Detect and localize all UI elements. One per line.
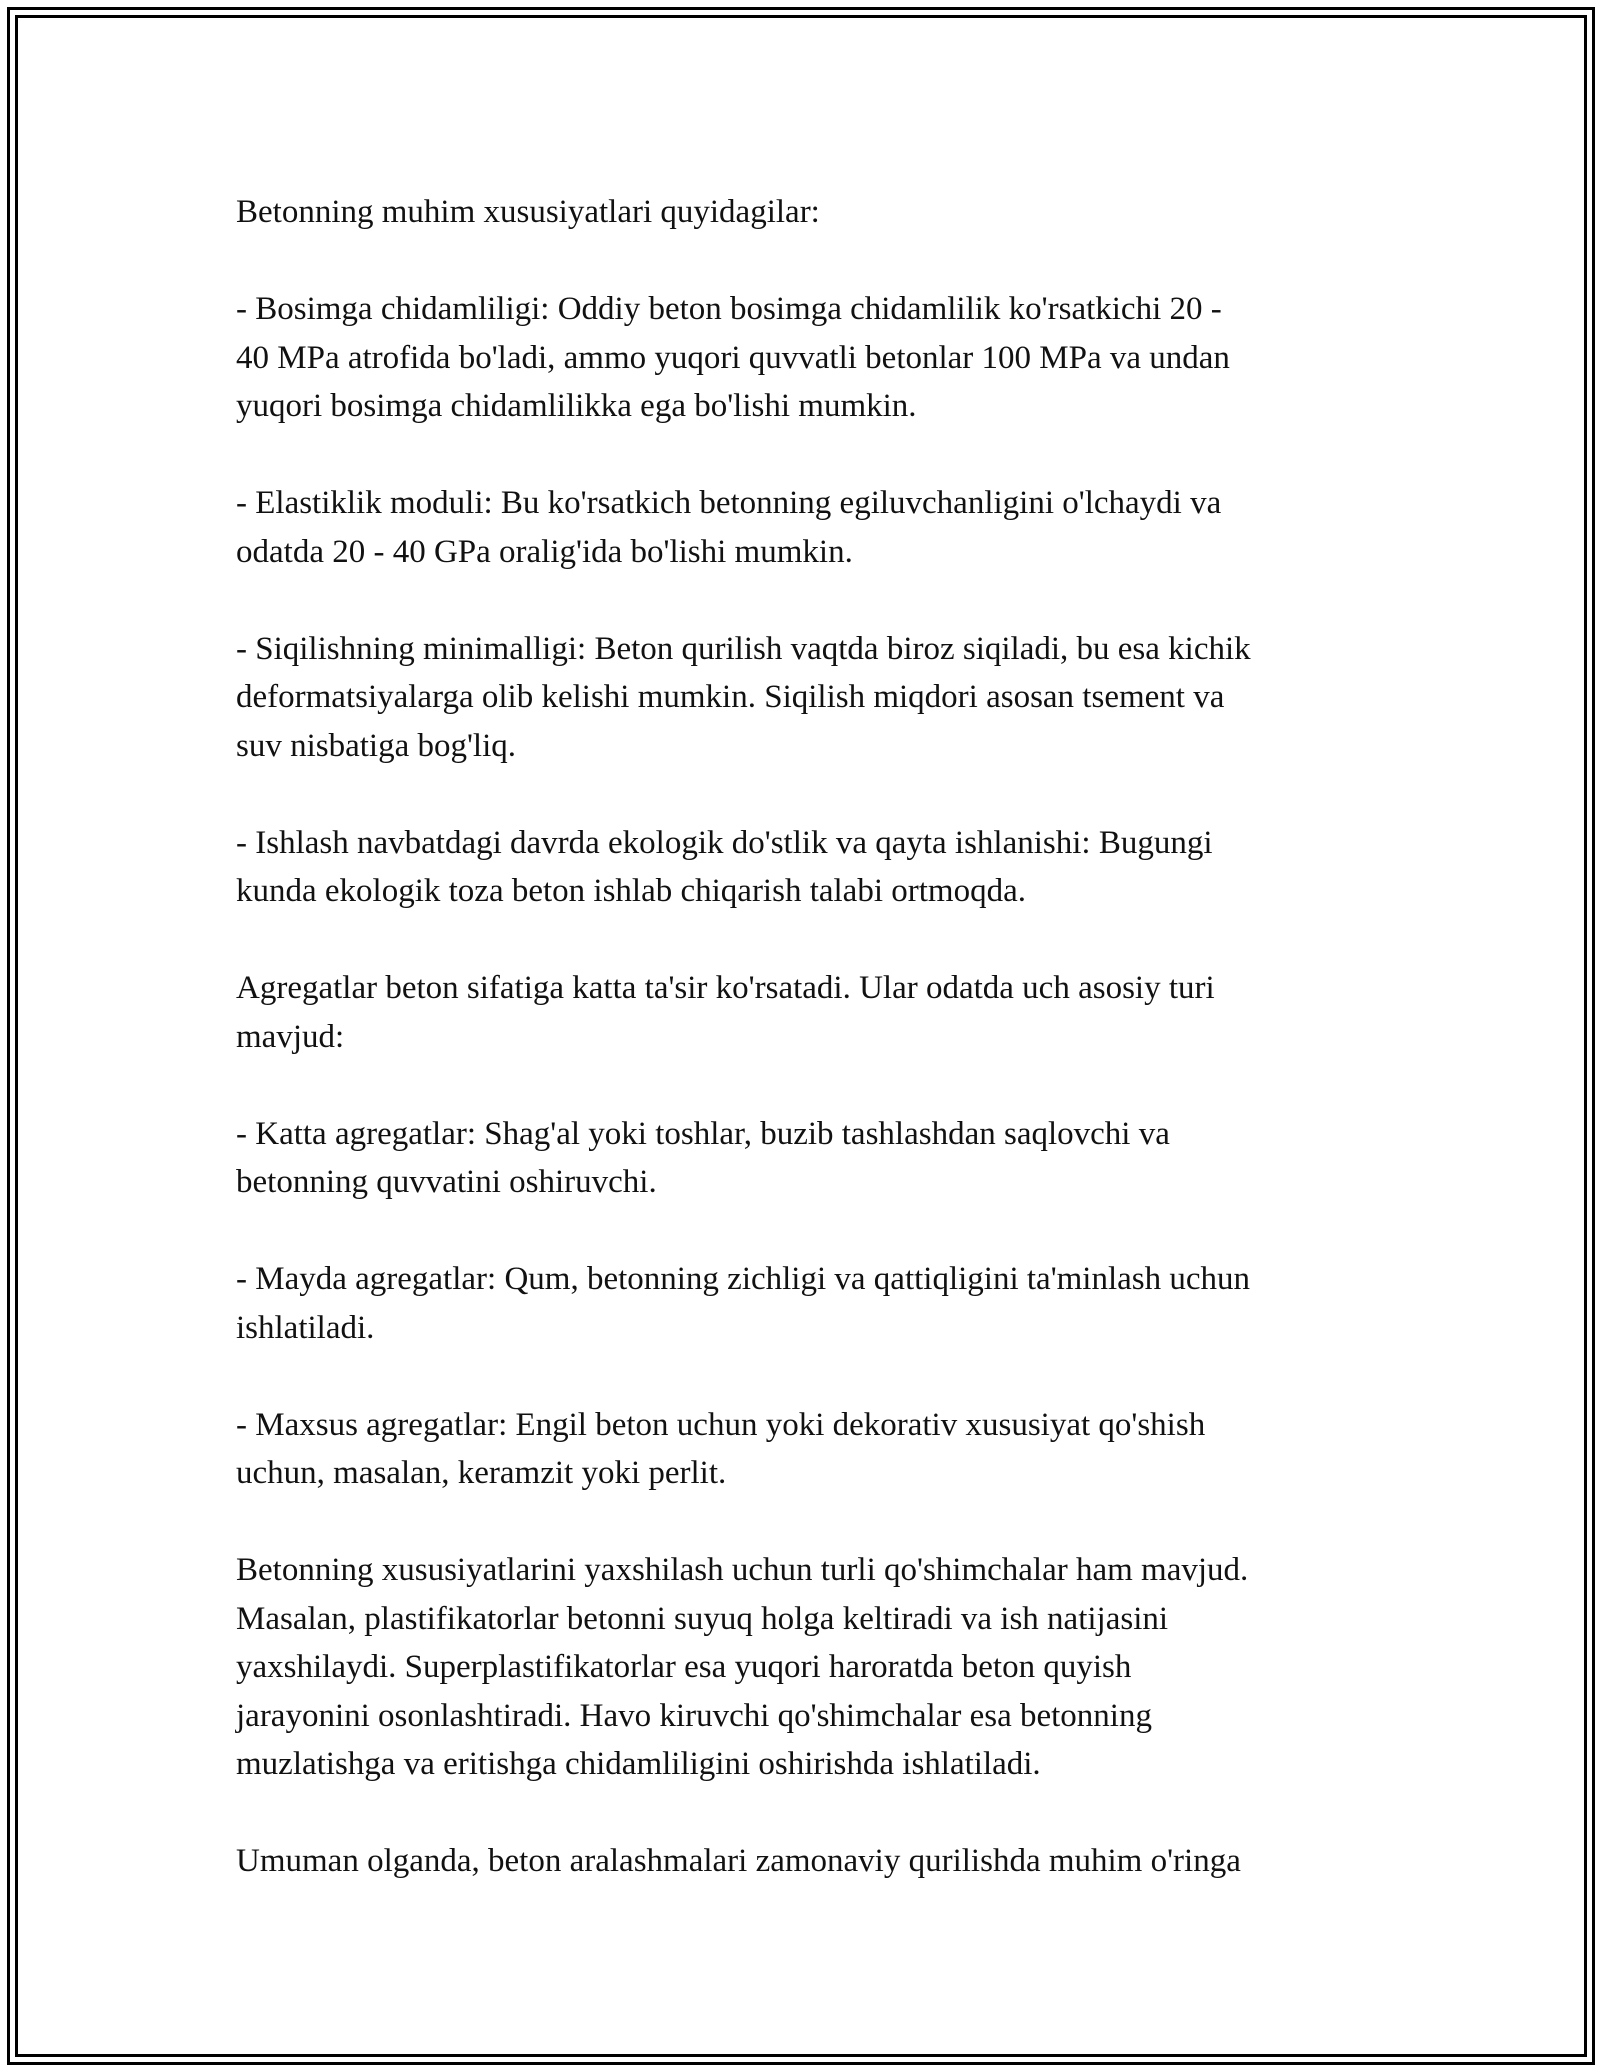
paragraph-admixtures: Betonning xususiyatlarini yaxshilash uchun turli qo'shimchalar ham mavjud. Masalan, plastifikatorlar betonni suyuq holga keltiradi va ish natijasini yaxshilaydi. Superplastifikatorlar esa yuqori haroratda beton quyish jarayonini osonlashtiradi. Havo kiruvchi qo'shimchalar esa betonning muzlatishga va eritishga chidamliligini oshirishda ishlatiladi. [236,1552,1249,1782]
paragraph-coarse-aggregates: - Katta agregatlar: Shag'al yoki toshlar, buzib tashlashdan saqlovchi va betonning quvvatini oshiruvchi. [236,1115,1170,1200]
paragraph-intro: Betonning muhim xususiyatlari quyidagilar: [236,194,820,230]
paragraph-conclusion: Umuman olganda, beton aralashmalari zamonaviy qurilishda muhim o'ringa [236,1843,1241,1879]
paragraph-shrinkage: - Siqilishning minimalligi: Beton qurilish vaqtda biroz siqiladi, bu esa kichik deformatsiyalarga olib kelishi mumkin. Siqilish miqdori asosan tsement va suv nisbatiga bog'liq. [236,630,1251,764]
document-body [236,188,1386,1886]
paragraph-compressive-strength: - Bosimga chidamliligi: Oddiy beton bosimga chidamlilik ko'rsatkichi 20 - 40 MPa atrofida bo'ladi, ammo yuqori quvvatli betonlar 100 MPa va undan yuqori bosimga chidamlilikka ega bo'lishi mumkin. [236,291,1230,424]
paragraph-fine-aggregates: - Mayda agregatlar: Qum, betonning zichligi va qattiqligini ta'minlash uchun ishlatiladi. [236,1261,1251,1346]
paragraph-ecology: - Ishlash navbatdagi davrda ekologik do'stlik va qayta ishlanishi: Bugungi kunda ekologik toza beton ishlab chiqarish talabi ortmoqda. [236,824,1213,909]
paragraph-elastic-modulus: - Elastiklik moduli: Bu ko'rsatkich betonning egiluvchanligini o'lchaydi va odatda 20 - 40 GPa oralig'ida bo'lishi mumkin. [236,485,1222,570]
paragraph-aggregates-intro: Agregatlar beton sifatiga katta ta'sir ko'rsatadi. Ular odatda uch asosiy turi mavjud: [236,970,1215,1055]
paragraph-special-aggregates: - Maxsus agregatlar: Engil beton uchun yoki dekorativ xususiyat qo'shish uchun, masalan, keramzit yoki perlit. [236,1406,1206,1491]
